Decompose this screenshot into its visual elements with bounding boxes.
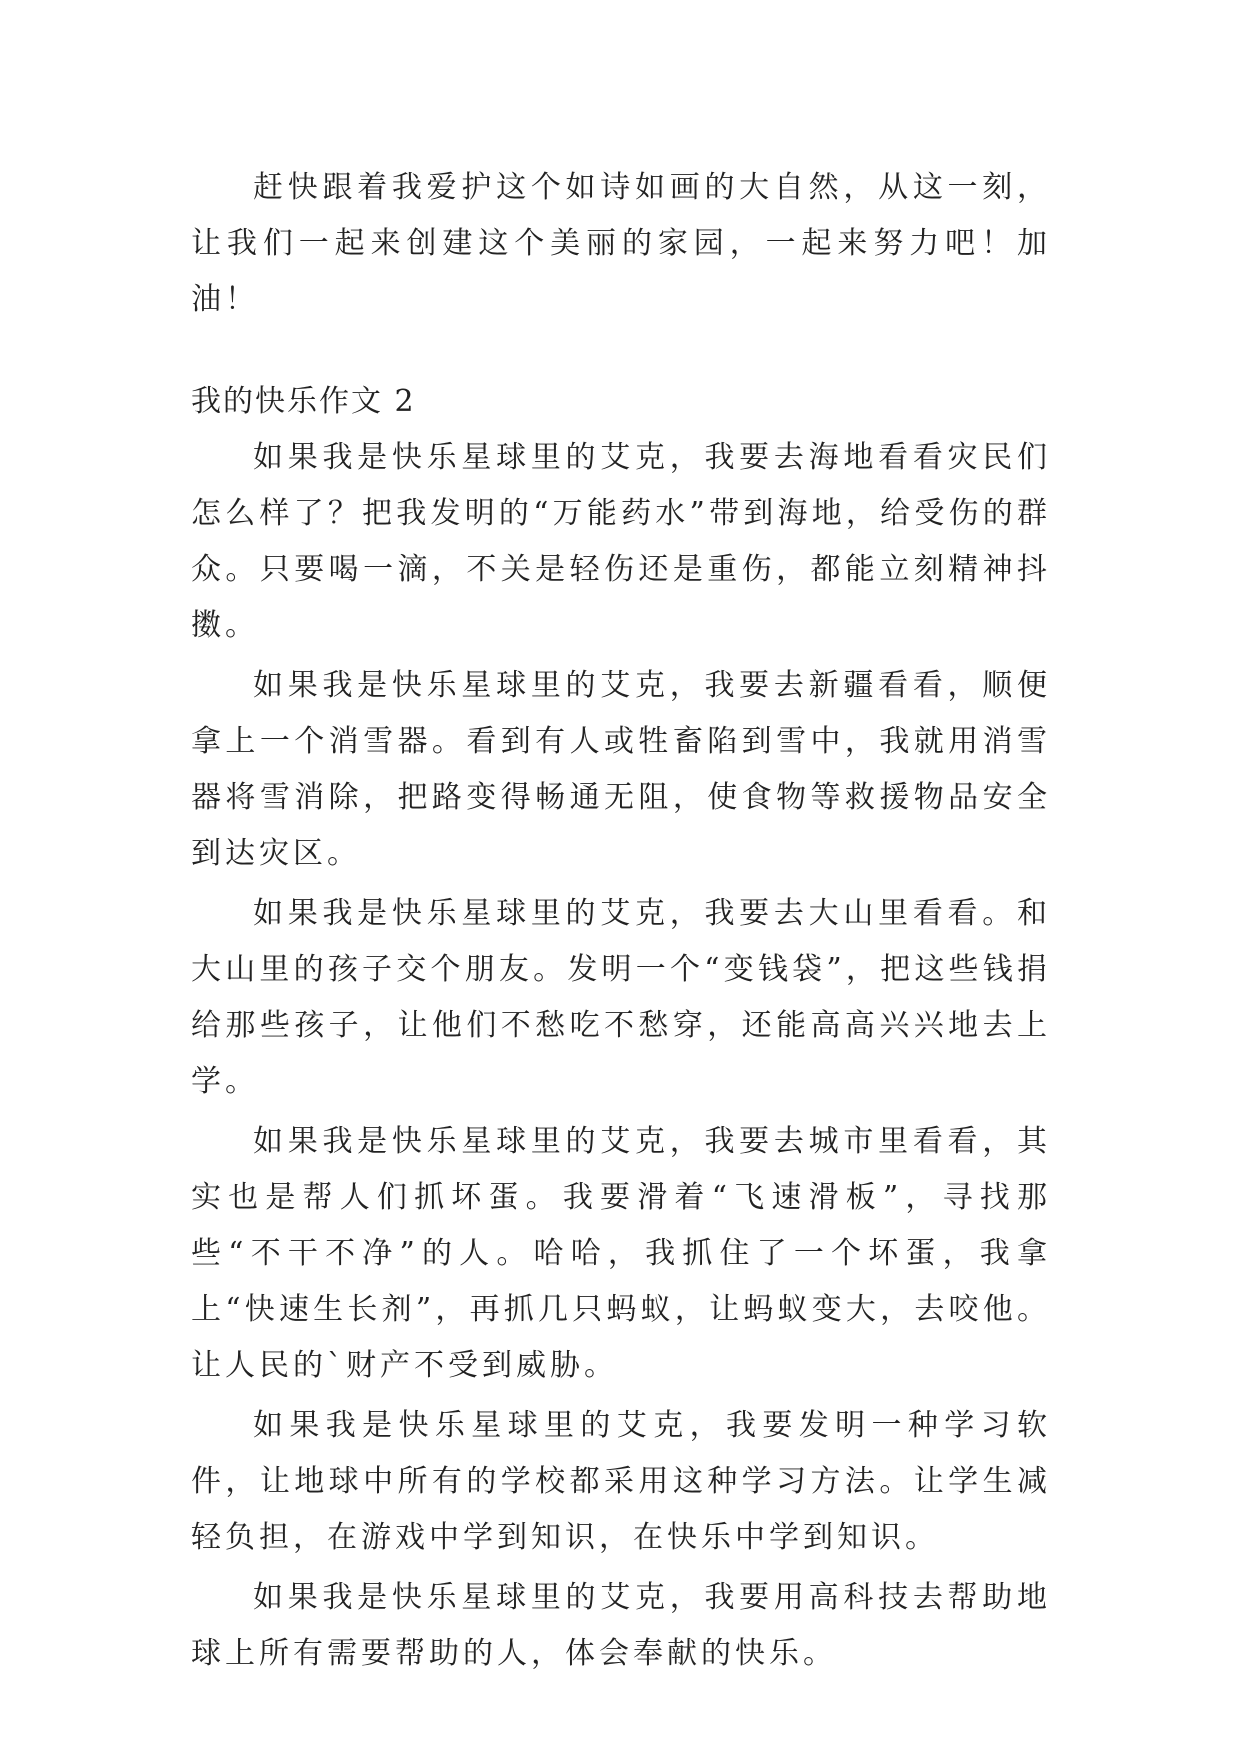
paragraph-5: 如果我是快乐星球里的艾克，我要发明一种学习软件，让地球中所有的学校都采用这种学习方法。让学生减轻负担，在游戏中学到知识，在快乐中学到知识。 — [191, 1408, 1051, 1555]
paragraph-1: 如果我是快乐星球里的艾克，我要去海地看看灾民们怎么样了？把我发明的“万能药水”带到海地，给受伤的群众。只要喝一滴，不关是轻伤还是重伤，都能立刻精神抖擞。 — [191, 440, 1051, 643]
section-gap — [191, 328, 1051, 374]
paragraph-4: 如果我是快乐星球里的艾克，我要去城市里看看，其实也是帮人们抓坏蛋。我要滑着“飞速滑板”，寻找那些“不干不净”的人。哈哈，我抓住了一个坏蛋，我拿上“快速生长剂”，再抓几只蚂蚁，让蚂蚁变大，去咬他。让人民的`财产不受到威胁。 — [191, 1124, 1051, 1383]
paragraph-2: 如果我是快乐星球里的艾克，我要去新疆看看，顺便拿上一个消雪器。看到有人或牲畜陷到雪中，我就用消雪器将雪消除，把路变得畅通无阻，使食物等救援物品安全到达灾区。 — [191, 668, 1051, 871]
paragraph-3: 如果我是快乐星球里的艾克，我要去大山里看看。和大山里的孩子交个朋友。发明一个“变钱袋”，把这些钱捐给那些孩子，让他们不愁吃不愁穿，还能高高兴兴地去上学。 — [191, 896, 1051, 1099]
section-title: 我的快乐作文 2 — [191, 384, 416, 419]
document-body — [191, 160, 1051, 1682]
paragraph-6: 如果我是快乐星球里的艾克，我要用高科技去帮助地球上所有需要帮助的人，体会奉献的快乐。 — [191, 1580, 1051, 1671]
intro-paragraph: 赶快跟着我爱护这个如诗如画的大自然，从这一刻，让我们一起来创建这个美丽的家园，一起来努力吧！加油！ — [191, 170, 1051, 317]
